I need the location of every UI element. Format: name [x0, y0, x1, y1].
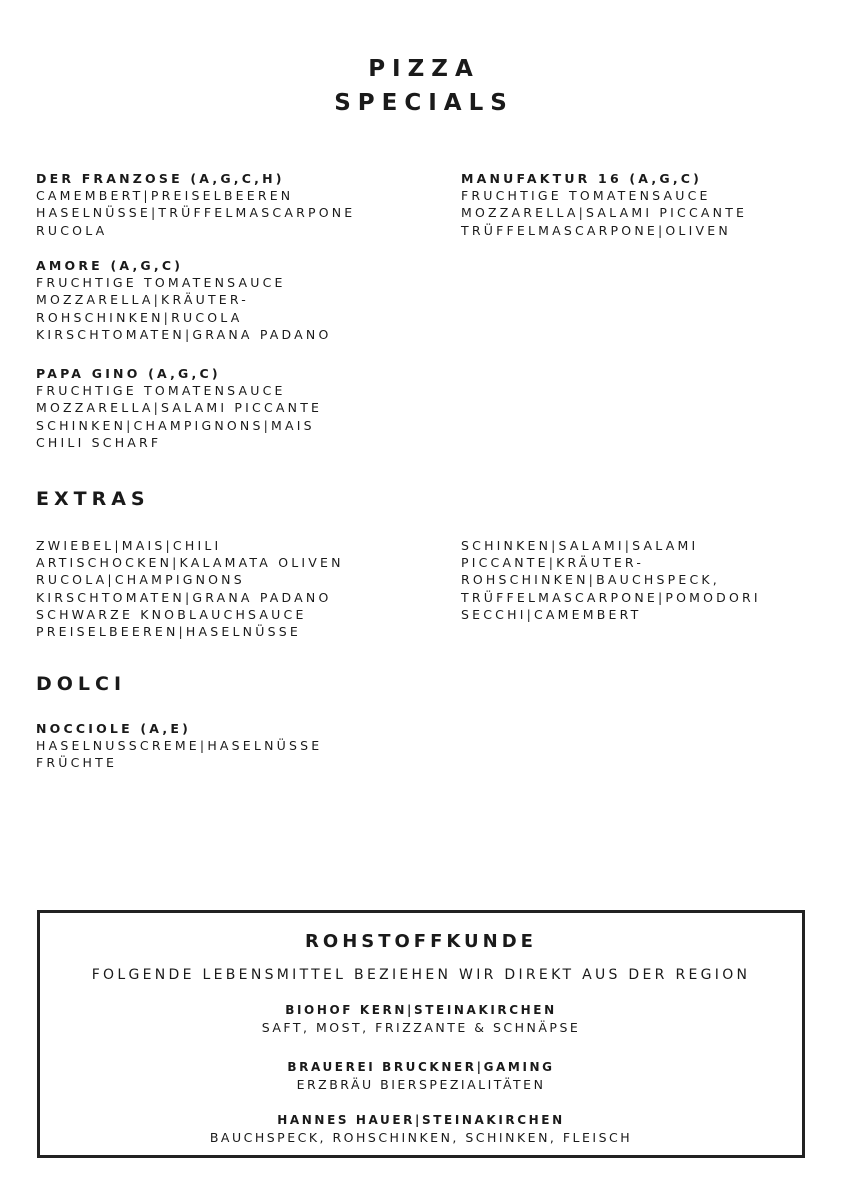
- supplier-name: HANNES HAUER|STEINAKIRCHEN: [277, 1113, 565, 1127]
- menu-item-ingredients: MOZZARELLA|SALAMI PICCANTE: [36, 400, 323, 416]
- menu-item-ingredients: HASELNÜSSE|TRÜFFELMASCARPONE: [36, 205, 356, 221]
- extras-line: SCHWARZE KNOBLAUCHSAUCE: [36, 606, 307, 622]
- supplier-products: SAFT, MOST, FRIZZANTE & SCHNÄPSE: [261, 1020, 581, 1035]
- supplier-products: ERZBRÄU BIERSPEZIALITÄTEN: [296, 1077, 546, 1092]
- menu-item-name: AMORE (A,G,C): [36, 258, 184, 273]
- menu-item-papa-gino: [36, 365, 322, 451]
- menu-item-ingredients: FRÜCHTE: [36, 755, 118, 771]
- extras-line: TRÜFFELMASCARPONE|POMODORI: [461, 589, 761, 605]
- menu-item-ingredients: FRUCHTIGE TOMATENSAUCE: [36, 275, 286, 291]
- rohstoffkunde-box: [37, 910, 805, 1158]
- supplier-entry: [40, 1111, 802, 1147]
- menu-item-ingredients: FRUCHTIGE TOMATENSAUCE: [461, 188, 711, 204]
- extras-line: ROHSCHINKEN|BAUCHSPECK,: [461, 572, 720, 588]
- menu-item-ingredients: TRÜFFELMASCARPONE|OLIVEN: [461, 222, 731, 238]
- section-heading-dolci: DOLCI: [36, 673, 127, 695]
- supplier-entry: [40, 1058, 802, 1094]
- supplier-products: BAUCHSPECK, ROHSCHINKEN, SCHINKEN, FLEISCH: [209, 1130, 633, 1145]
- supplier-entry: [40, 1001, 802, 1037]
- menu-item-ingredients: RUCOLA: [36, 222, 108, 238]
- menu-item-nocciole: [36, 720, 322, 772]
- extras-list-left: [36, 537, 344, 640]
- section-heading-extras: EXTRAS: [36, 488, 150, 510]
- page-title-line-1: PIZZA: [368, 56, 480, 82]
- extras-line: PICCANTE|KRÄUTER-: [461, 555, 645, 571]
- menu-item-name: MANUFAKTUR 16 (A,G,C): [461, 171, 703, 186]
- rohstoffkunde-subtitle: FOLGENDE LEBENSMITTEL BEZIEHEN WIR DIREKT AUS DER REGION: [91, 967, 751, 983]
- extras-line: ZWIEBEL|MAIS|CHILI: [36, 538, 222, 553]
- menu-item-ingredients: MOZZARELLA|KRÄUTER-: [36, 292, 249, 308]
- menu-item-ingredients: SCHINKEN|CHAMPIGNONS|MAIS: [36, 417, 315, 433]
- menu-item-ingredients: CAMEMBERT|PREISELBEEREN: [36, 188, 294, 204]
- extras-line: KIRSCHTOMATEN|GRANA PADANO: [36, 589, 332, 605]
- extras-line: RUCOLA|CHAMPIGNONS: [36, 572, 245, 588]
- supplier-name: BRAUEREI BRUCKNER|GAMING: [287, 1060, 555, 1074]
- menu-item-name: DER FRANZOSE (A,G,C,H): [36, 171, 285, 186]
- extras-line: SCHINKEN|SALAMI|SALAMI: [461, 538, 699, 553]
- menu-item-manufaktur-16: [461, 170, 747, 239]
- supplier-name: BIOHOF KERN|STEINAKIRCHEN: [285, 1003, 557, 1017]
- menu-item-der-franzose: [36, 170, 355, 239]
- menu-item-name: NOCCIOLE (A,E): [36, 721, 191, 736]
- menu-item-ingredients: MOZZARELLA|SALAMI PICCANTE: [461, 205, 748, 221]
- menu-item-ingredients: ROHSCHINKEN|RUCOLA: [36, 309, 243, 325]
- menu-item-ingredients: HASELNUSSCREME|HASELNÜSSE: [36, 738, 323, 754]
- menu-item-amore: [36, 257, 332, 343]
- extras-line: ARTISCHOCKEN|KALAMATA OLIVEN: [36, 555, 344, 571]
- menu-item-name: PAPA GINO (A,G,C): [36, 366, 221, 381]
- extras-line: SECCHI|CAMEMBERT: [461, 606, 642, 622]
- menu-item-ingredients: CHILI SCHARF: [36, 434, 162, 450]
- page-title-line-2: SPECIALS: [334, 90, 514, 116]
- rohstoffkunde-title: ROHSTOFFKUNDE: [305, 931, 537, 952]
- extras-line: PREISELBEEREN|HASELNÜSSE: [36, 624, 301, 640]
- extras-list-right: [461, 537, 761, 623]
- menu-item-ingredients: KIRSCHTOMATEN|GRANA PADANO: [36, 326, 332, 342]
- menu-item-ingredients: FRUCHTIGE TOMATENSAUCE: [36, 383, 286, 399]
